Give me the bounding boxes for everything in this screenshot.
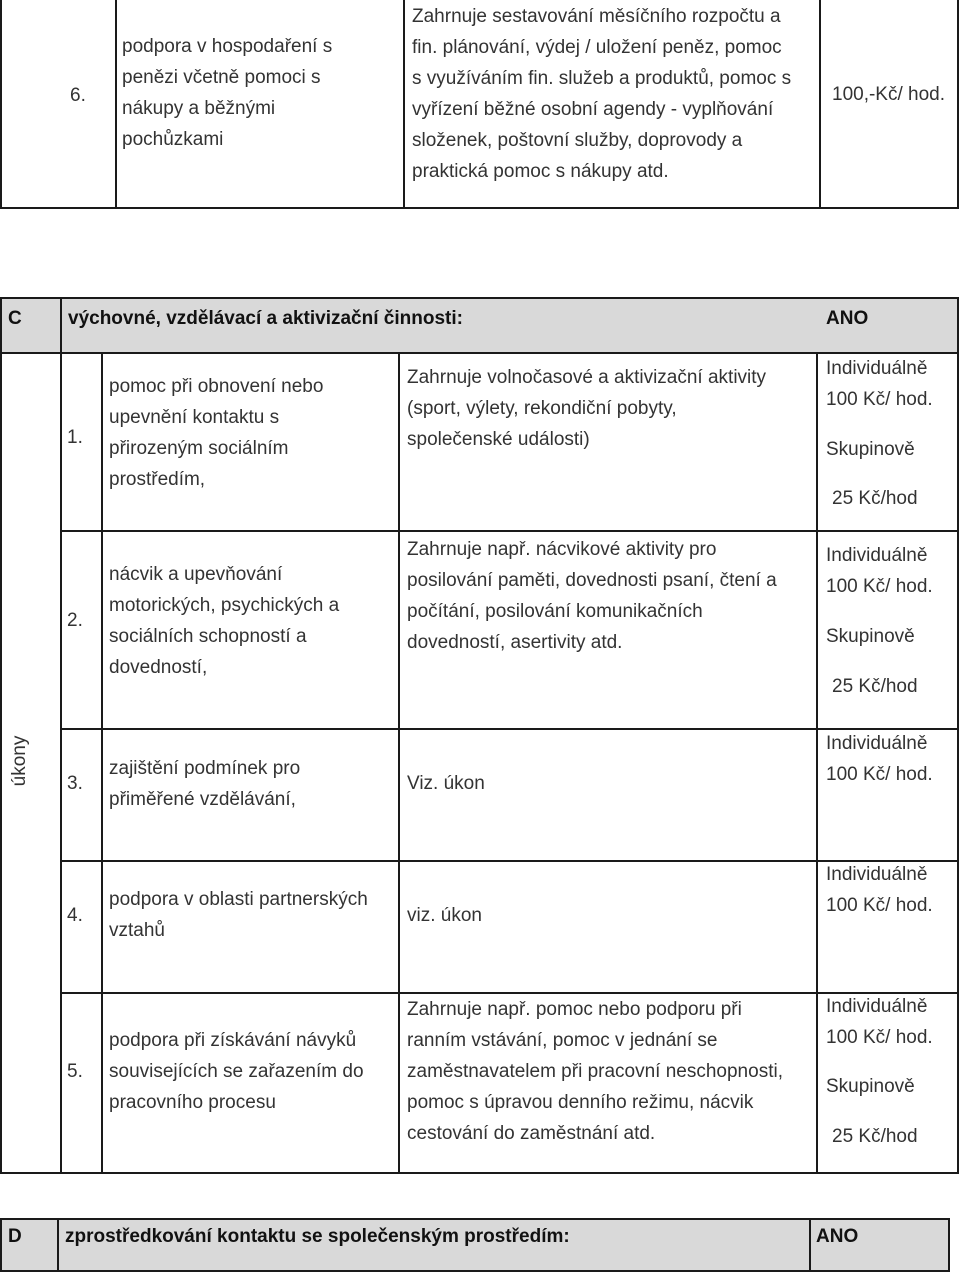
section-letter: C xyxy=(8,308,22,329)
divider xyxy=(0,297,959,299)
row-number: 4. xyxy=(67,905,83,926)
divider xyxy=(957,0,959,209)
section-title: výchovné, vzdělávací a aktivizační činnosti: xyxy=(68,308,463,329)
divider xyxy=(115,0,117,209)
divider xyxy=(957,297,959,1174)
section-letter: D xyxy=(8,1226,22,1247)
row-number: 1. xyxy=(67,427,83,448)
divider xyxy=(0,1218,2,1272)
divider xyxy=(809,1218,811,1272)
section-flag: ANO xyxy=(816,1226,859,1247)
price: 100,-Kč/ hod. xyxy=(832,84,946,105)
divider xyxy=(403,0,405,209)
divider xyxy=(0,1270,950,1272)
divider xyxy=(0,0,2,209)
divider xyxy=(0,1218,950,1220)
divider xyxy=(0,207,959,209)
divider xyxy=(948,1218,950,1272)
section-flag: ANO xyxy=(826,308,869,329)
divider xyxy=(61,530,959,532)
divider xyxy=(61,860,959,862)
section-title: zprostředkování kontaktu se společenským prostředím: xyxy=(65,1226,570,1247)
row-number: 5. xyxy=(67,1061,83,1082)
divider xyxy=(819,0,821,209)
divider xyxy=(398,353,400,1174)
divider xyxy=(61,728,959,730)
row-number: 2. xyxy=(67,610,83,631)
row-number: 3. xyxy=(67,773,83,794)
row-number: 6. xyxy=(70,85,86,106)
divider xyxy=(0,297,2,1174)
divider xyxy=(101,353,103,1174)
divider xyxy=(816,353,818,1174)
divider xyxy=(57,1218,59,1272)
divider xyxy=(60,297,62,1174)
side-label: úkony xyxy=(9,735,30,787)
